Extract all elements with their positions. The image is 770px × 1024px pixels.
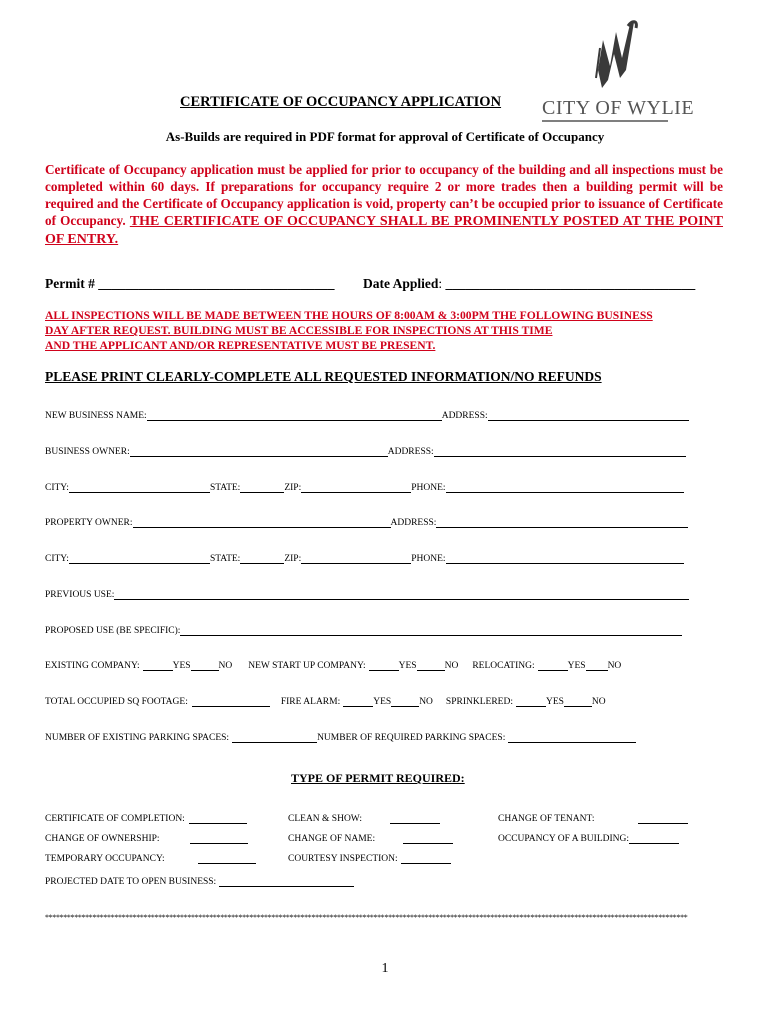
property-phone-field[interactable]	[446, 553, 684, 564]
existing-company-yes-field[interactable]	[143, 660, 173, 671]
business-phone-field[interactable]	[446, 482, 684, 493]
permit-type-col2-row2: CHANGE OF NAME:	[288, 833, 453, 844]
business-city-row: CITY: STATE: ZIP: PHONE:	[45, 482, 684, 493]
business-state-field[interactable]	[240, 482, 284, 493]
date-applied-blank: _____________________________________	[442, 276, 696, 291]
permit-type-col1-row1: CERTIFICATE OF COMPLETION:	[45, 813, 247, 824]
building-features-row: TOTAL OCCUPIED SQ FOOTAGE: FIRE ALARM: YES NO SPRINKLERED: YES NO	[45, 697, 606, 707]
projected-date-field[interactable]	[219, 876, 354, 887]
permit-type-col3-row1: CHANGE OF TENANT:	[498, 813, 688, 824]
new-start-up-yes-field[interactable]	[369, 660, 399, 671]
property-owner-address-field[interactable]	[436, 517, 688, 528]
change-of-ownership-field[interactable]	[190, 833, 248, 844]
sprinklered-yes-field[interactable]	[516, 696, 546, 707]
permit-type-col1-row2: CHANGE OF OWNERSHIP:	[45, 833, 248, 844]
document-title: CERTIFICATE OF OCCUPANCY APPLICATION	[180, 94, 502, 110]
relocating-yes-field[interactable]	[538, 660, 568, 671]
city-of-wylie-logo	[540, 18, 695, 130]
business-city-field[interactable]	[69, 482, 210, 493]
proposed-use-row: PROPOSED USE (BE SPECIFIC):	[45, 625, 682, 636]
document-subtitle: As-Builds are required in PDF format for approval of Certificate of Occupancy	[165, 129, 605, 144]
please-print-heading: PLEASE PRINT CLEARLY-COMPLETE ALL REQUESTED INFORMATION/NO REFUNDS	[45, 369, 602, 384]
fire-alarm-no-field[interactable]	[391, 696, 419, 707]
intro-emphasis: THE CERTIFICATE OF OCCUPANCY SHALL BE PROMINENTLY POSTED AT THE POINT OF ENTRY.	[45, 214, 724, 247]
certificate-of-completion-field[interactable]	[189, 813, 247, 824]
property-city-row: CITY: STATE: ZIP: PHONE:	[45, 553, 684, 564]
sprinklered-no-field[interactable]	[564, 696, 592, 707]
permit-type-col2-row3: COURTESY INSPECTION:	[288, 853, 451, 864]
new-business-name-field[interactable]	[147, 410, 442, 421]
property-zip-field[interactable]	[301, 553, 411, 564]
permit-type-col3-row2: OCCUPANCY OF A BUILDING:	[498, 833, 679, 844]
courtesy-inspection-field[interactable]	[401, 853, 451, 864]
intro-text: Certificate of Occupancy application must be applied for prior to occupancy of the building and all inspections must be completed within 60 days. If preparations for occupancy require 2 or more trades then a building permit will be required and the Certificate of Occupancy application is void, property can’t be occupied prior to issuance of Certificate of Occupancy.	[45, 162, 723, 228]
permit-number-field[interactable]	[45, 276, 334, 292]
sq-footage-field[interactable]	[192, 696, 270, 707]
permit-label: Permit #	[45, 276, 95, 291]
business-owner-row: BUSINESS OWNER: ADDRESS:	[45, 446, 686, 457]
new-business-address-field[interactable]	[488, 410, 689, 421]
intro-paragraph	[45, 161, 723, 248]
new-business-row: NEW BUSINESS NAME: ADDRESS:	[45, 410, 689, 421]
permit-type-col2-row1: CLEAN & SHOW:	[288, 813, 440, 824]
required-parking-field[interactable]	[508, 732, 636, 743]
proposed-use-field[interactable]	[180, 625, 682, 636]
new-start-up-no-field[interactable]	[417, 660, 445, 671]
date-applied-label: Date Applied	[363, 276, 439, 291]
change-of-tenant-field[interactable]	[638, 813, 688, 824]
page-number: 1	[381, 961, 389, 976]
existing-parking-field[interactable]	[232, 732, 317, 743]
property-owner-field[interactable]	[133, 517, 391, 528]
projected-date-row: PROJECTED DATE TO OPEN BUSINESS:	[45, 876, 354, 887]
fire-alarm-yes-field[interactable]	[343, 696, 373, 707]
business-zip-field[interactable]	[301, 482, 411, 493]
svg-text:CITY OF WYLIE: CITY OF WYLIE	[542, 97, 695, 119]
temporary-occupancy-field[interactable]	[198, 853, 256, 864]
property-city-field[interactable]	[69, 553, 210, 564]
property-owner-row: PROPERTY OWNER: ADDRESS:	[45, 517, 688, 528]
change-of-name-field[interactable]	[403, 833, 453, 844]
permit-type-col1-row3: TEMPORARY OCCUPANCY:	[45, 853, 256, 864]
date-applied-field[interactable]: Date Applied: _____________________________________	[363, 276, 696, 291]
existing-company-no-field[interactable]	[191, 660, 219, 671]
parking-row: NUMBER OF EXISTING PARKING SPACES: NUMBER OF REQUIRED PARKING SPACES:	[45, 732, 636, 743]
property-state-field[interactable]	[240, 553, 284, 564]
occupancy-of-building-field[interactable]	[629, 833, 679, 844]
previous-use-field[interactable]	[114, 589, 689, 600]
permit-blank: ___________________________________	[98, 276, 335, 291]
permit-type-heading: TYPE OF PERMIT REQUIRED:	[291, 771, 465, 785]
clean-and-show-field[interactable]	[390, 813, 440, 824]
relocating-no-field[interactable]	[586, 660, 608, 671]
business-owner-address-field[interactable]	[434, 446, 686, 457]
separator-line: ********************************************************************************************************************************************************************************	[45, 913, 688, 922]
previous-use-row: PREVIOUS USE:	[45, 589, 689, 600]
company-status-row: EXISTING COMPANY: YES NO NEW START UP COMPANY: YES NO RELOCATING: YES NO	[45, 661, 622, 671]
inspection-warning: ALL INSPECTIONS WILL BE MADE BETWEEN THE HOURS OF 8:00AM & 3:00PM THE FOLLOWING BUSINESS DAY AFTER REQUEST. BUILDING MUST BE ACCESSIBLE FOR INSPECTIONS AT THIS TIME AND THE APPLICANT AND/OR REPRESENTATIVE MUST BE PRESENT.	[45, 309, 653, 352]
business-owner-field[interactable]	[130, 446, 388, 457]
